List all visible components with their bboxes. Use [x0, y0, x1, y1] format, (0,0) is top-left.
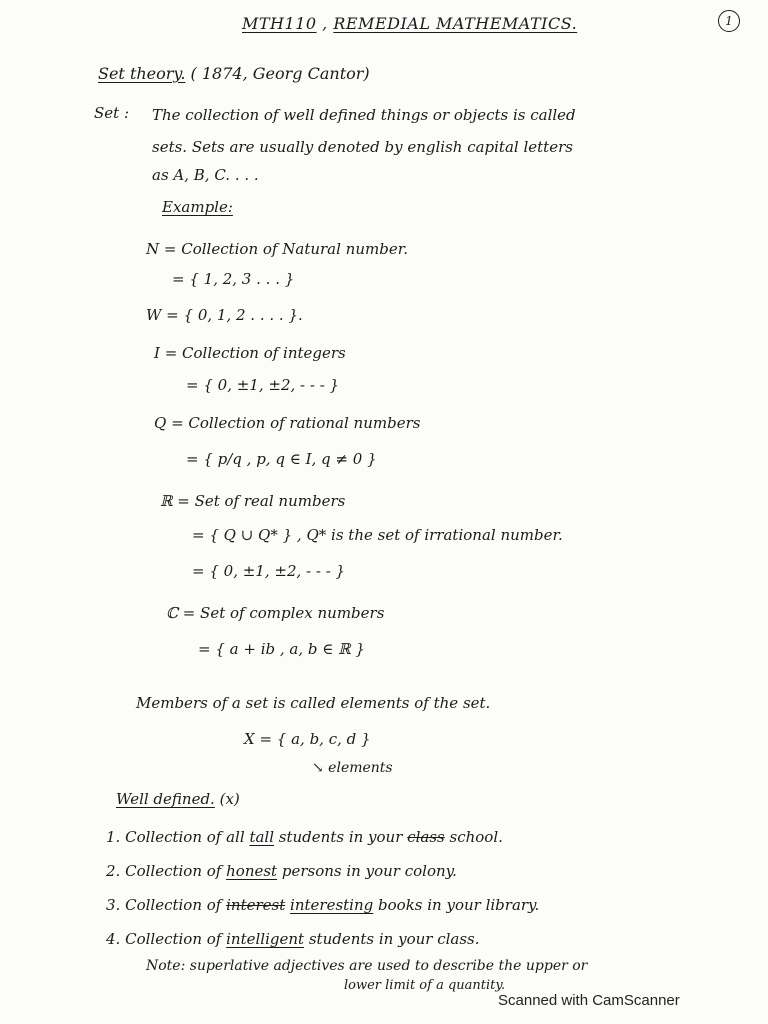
- well-defined-mark: (x): [219, 790, 240, 808]
- list-item: [106, 930, 480, 948]
- list-item: [106, 828, 503, 846]
- example-line: ℝ = Set of real numbers: [160, 492, 346, 510]
- example-line: = { p/q , p, q ∈ I, q ≠ 0 }: [186, 450, 377, 468]
- elements-definition: Members of a set is called elements of the set.: [136, 694, 491, 712]
- list-item: [106, 862, 457, 880]
- well-defined-heading: [116, 790, 240, 808]
- example-line: = { Q ∪ Q* } , Q* is the set of irrational number.: [192, 526, 563, 544]
- item-text: persons in your colony.: [281, 862, 457, 880]
- example-line: Q = Collection of rational numbers: [154, 414, 421, 432]
- page-header: [242, 14, 577, 33]
- topic-heading: [98, 64, 370, 83]
- item-tail: school.: [449, 828, 503, 846]
- item-emphasis: tall: [249, 828, 275, 846]
- item-text: Collection of all: [125, 828, 245, 846]
- definition-line-3: as A, B, C. . . .: [152, 166, 259, 184]
- example-line: = { 0, ±1, ±2, - - - }: [192, 562, 346, 580]
- item-struck-word: interest: [226, 896, 286, 914]
- course-title: REMEDIAL MATHEMATICS.: [333, 14, 578, 33]
- item-text: students in your: [278, 828, 403, 846]
- example-line: = { a + ib , a, b ∈ ℝ }: [198, 640, 365, 658]
- example-line: I = Collection of integers: [154, 344, 346, 362]
- item-text: books in your library.: [378, 896, 540, 914]
- item-text: Collection of: [125, 896, 222, 914]
- item-text: Collection of: [125, 862, 222, 880]
- list-item: [106, 896, 539, 914]
- example-line: = { 1, 2, 3 . . . }: [172, 270, 295, 288]
- item-emphasis: interesting: [290, 896, 374, 914]
- item-text: students in your class.: [308, 930, 480, 948]
- example-heading: Example:: [162, 198, 233, 216]
- topic-origin: ( 1874, Georg Cantor): [190, 64, 370, 83]
- item-number: 1.: [106, 828, 121, 846]
- item-emphasis: honest: [226, 862, 278, 880]
- elements-example: X = { a, b, c, d }: [244, 730, 371, 748]
- item-number: 4.: [106, 930, 121, 948]
- item-number: 2.: [106, 862, 121, 880]
- definition-label: Set :: [94, 104, 130, 122]
- scanner-watermark: Scanned with CamScanner: [498, 992, 680, 1009]
- well-defined-title: Well defined.: [116, 790, 215, 808]
- item-text: Collection of: [125, 930, 222, 948]
- item-number: 3.: [106, 896, 121, 914]
- topic-title: Set theory.: [98, 64, 186, 83]
- course-code: MTH110: [242, 14, 317, 33]
- example-line: ℂ = Set of complex numbers: [166, 604, 385, 622]
- item-emphasis: intelligent: [226, 930, 305, 948]
- elements-annotation: ↘ elements: [312, 760, 393, 776]
- item-struck-word: class: [407, 828, 445, 846]
- example-line: = { 0, ±1, ±2, - - - }: [186, 376, 340, 394]
- example-line: N = Collection of Natural number.: [146, 240, 408, 258]
- note-line-2: lower limit of a quantity.: [344, 978, 506, 993]
- definition-line-2: sets. Sets are usually denoted by english capital letters: [152, 138, 573, 156]
- page-number: 1: [718, 10, 740, 32]
- example-line: W = { 0, 1, 2 . . . . }.: [146, 306, 303, 324]
- header-separator: ,: [322, 14, 328, 33]
- definition-line-1: The collection of well defined things or objects is called: [152, 106, 576, 124]
- note-line-1: Note: superlative adjectives are used to describe the upper or: [146, 958, 588, 974]
